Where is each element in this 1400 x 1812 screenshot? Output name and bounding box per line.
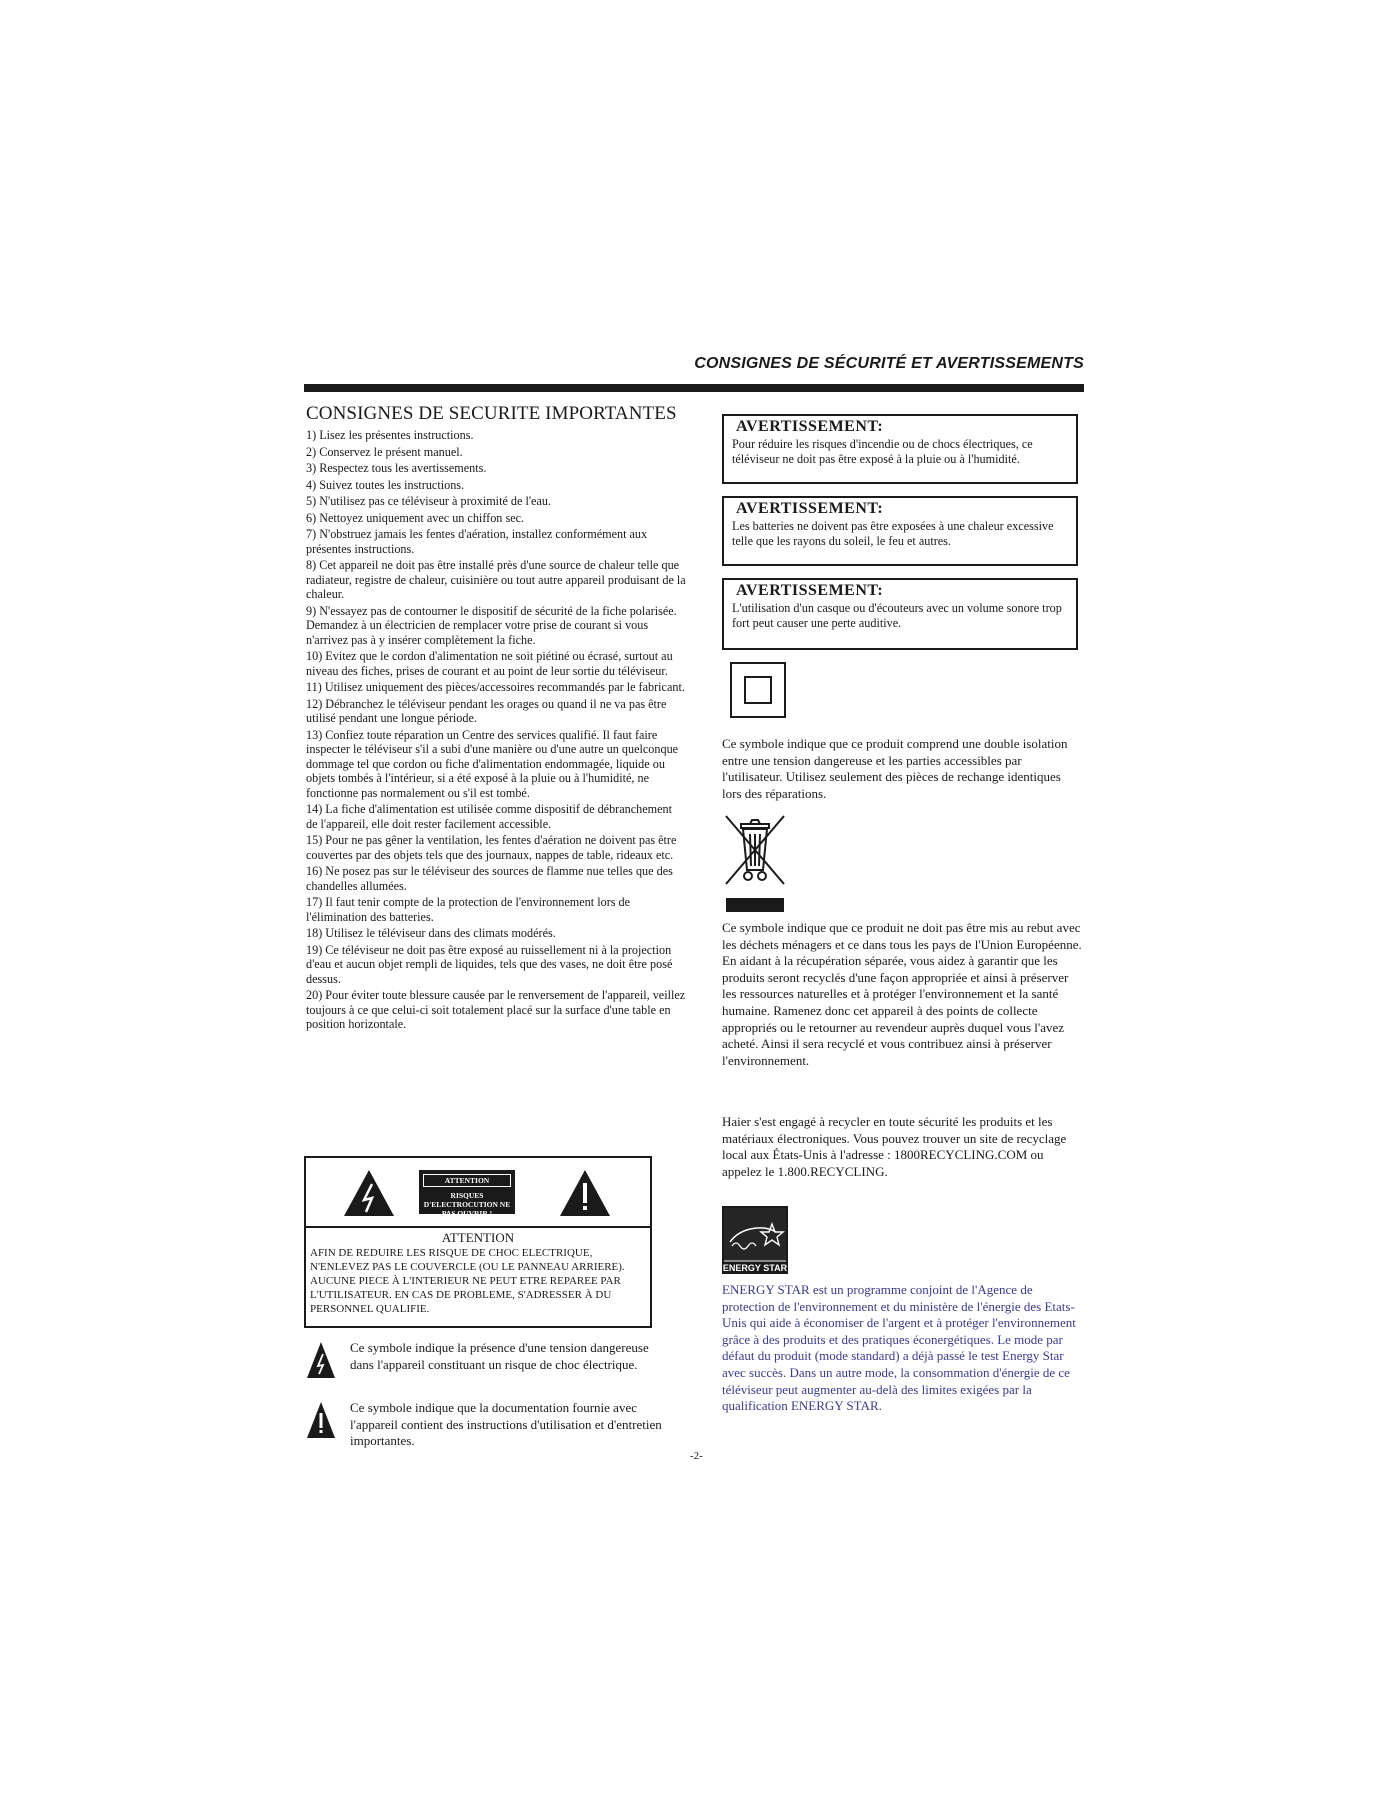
lightning-triangle-icon: [342, 1168, 396, 1218]
double-insulation-icon: [730, 662, 786, 718]
list-item: 17) Il faut tenir compte de la protection de l'environnement lors de l'élimination des batteries.: [306, 895, 631, 924]
exclamation-symbol-row: [306, 1400, 666, 1454]
safety-instructions-list: [306, 428, 686, 1034]
attention-box: [304, 1156, 652, 1328]
exclamation-triangle-icon: [558, 1168, 612, 1218]
warning-body: Pour réduire les risques d'incendie ou de chocs électriques, ce téléviseur ne doit pas être exposé à la pluie ou à l'humidité.: [732, 437, 1033, 466]
list-item: 4) Suivez toutes les instructions.: [306, 477, 465, 492]
warning-body: L'utilisation d'un casque ou d'écouteurs avec un volume sonore trop fort peut causer une perte auditive.: [732, 601, 1062, 630]
list-item: 8) Cet appareil ne doit pas être installé près d'une source de chaleur telle que radiateur, registre de chaleur, cuisinière ou tout autre appareil produisant de la chaleur.: [306, 558, 686, 601]
energy-star-logo: [722, 1206, 788, 1274]
list-item: 16) Ne posez pas sur le téléviseur des sources de flamme nue telles que des chandelles allumées.: [306, 864, 673, 893]
list-item: 20) Pour éviter toute blessure causée par le renversement de l'appareil, veillez toujours à ce que celui-ci soit totalement placé sur la surface d'une table en position horizontale.: [306, 988, 686, 1031]
list-item: 15) Pour ne pas gêner la ventilation, les fentes d'aération ne doivent pas être couvertes par des objets tels que des journaux, nappes de table, rideaux etc.: [306, 833, 677, 862]
list-item: 3) Respectez tous les avertissements.: [306, 461, 487, 475]
list-item: 18) Utilisez le téléviseur dans des climats modérés.: [306, 926, 556, 940]
lightning-triangle-icon: [306, 1340, 336, 1380]
warning-box-3: [722, 578, 1078, 650]
warning-title: AVERTISSEMENT:: [736, 418, 884, 435]
lightning-symbol-text: Ce symbole indique la présence d'une tension dangereuse dans l'appareil constituant un risque de choc électrique.: [350, 1340, 649, 1372]
exclamation-triangle-icon: [306, 1400, 336, 1440]
list-item: 14) La fiche d'alimentation est utilisée comme dispositif de débranchement de l'appareil, elle doit rester facilement accessible.: [306, 802, 673, 831]
attention-title: ATTENTION: [441, 1230, 515, 1245]
crossed-bin-icon: [722, 812, 788, 914]
warning-box-1: [722, 414, 1078, 484]
list-item: 12) Débranchez le téléviseur pendant les orages ou quand il ne va pas être utilisé pendant une longue période.: [306, 696, 667, 725]
attention-label: [419, 1170, 515, 1218]
page-number: -2-: [690, 1450, 703, 1462]
list-item: 10) Evitez que le cordon d'alimentation ne soit piétiné ou écrasé, surtout au niveau des fiches, prises de courant et au point de leur sortie du téléviseur.: [306, 649, 673, 678]
double-insulation-text: Ce symbole indique que ce produit comprend une double isolation entre une tension dangereuse et les parties accessibles par l'utilisateur. Utilisez seulement des pièces de rechange identiques lors des réparations.: [722, 736, 1068, 801]
attention-label-bottom: RISQUES D'ELECTROCUTION NE PAS OUVRIR !: [423, 1191, 511, 1218]
list-item: 2) Conservez le présent manuel.: [306, 444, 463, 459]
warning-title: AVERTISSEMENT:: [736, 582, 884, 599]
recycling-text: Haier s'est engagé à recycler en toute sécurité les produits et les matériaux électroniques. Vous pouvez trouver un site de recyclage local aux États-Unis à l'adresse : 1800RECYCLING.COM ou appelez le 1.800.RECYCLING.: [722, 1114, 1067, 1179]
list-item: 6) Nettoyez uniquement avec un chiffon sec.: [306, 510, 525, 525]
list-item: 5) N'utilisez pas ce téléviseur à proximité de l'eau.: [306, 494, 552, 508]
warning-box-2: [722, 496, 1078, 566]
exclamation-symbol-text: Ce symbole indique que la documentation fournie avec l'appareil contient des instructions d'utilisation et d'entretien importantes.: [350, 1400, 662, 1448]
list-item: 9) N'essayez pas de contourner le dispositif de sécurité de la fiche polarisée. Demandez à un électricien de remplacer votre prise de courant si vous n'arrivez pas à y insérer complètement la fiche.: [306, 603, 677, 647]
attention-text: AFIN DE REDUIRE LES RISQUE DE CHOC ELECTRIQUE, N'ENLEVEZ PAS LE COUVERCLE (OU LE PANNEAU ARRIERE). AUCUNE PIECE À L'INTERIEUR NE PEUT ETRE REPAREE PAR L'UTILISATEUR. EN CAS DE PROBLEME, S'ADRESSER À DU PERSONNEL QUALIFIE.: [310, 1247, 625, 1315]
page-header-title: CONSIGNES DE SÉCURITÉ ET AVERTISSEMENTS: [694, 355, 1084, 372]
header-rule: [304, 384, 1084, 392]
list-item: 13) Confiez toute réparation un Centre des services qualifié. Il faut faire inspecter le téléviseur s'il a subi d'une manière ou d'une autre un quelconque dommage tel que cordon ou fiche d'alimentation endommagée, liquide ou objets tombés à l'intérieur, si a été exposé à la pluie ou à l'humidité, ne fonctionne pas normalement ou s'il est tombé.: [306, 727, 679, 800]
safety-heading: CONSIGNES DE SECURITE IMPORTANTES: [306, 403, 677, 424]
energy-star-logo-label: ENERGY STAR: [722, 1263, 788, 1273]
warning-title: AVERTISSEMENT:: [736, 500, 884, 517]
list-item: 11) Utilisez uniquement des pièces/accessoires recommandés par le fabricant.: [306, 680, 685, 694]
list-item: 1) Lisez les présentes instructions.: [306, 428, 474, 442]
list-item: 7) N'obstruez jamais les fentes d'aération, installez conformément aux présentes instructions.: [306, 527, 648, 556]
weee-text: Ce symbole indique que ce produit ne doit pas être mis au rebut avec les déchets ménagers et ce dans tous les pays de l'Union Européenne. En aidant à la récupération séparée, vous aidez à garantir que les produits seront recyclés d'une façon appropriée et ainsi à préserver les ressources naturelles et à protéger l'environnement et la santé humaine. Ramenez donc cet appareil à des points de collecte appropriés ou le retourner au revendeur auprès duquel vous l'avez acheté. Ainsi il sera recyclé et vous contribuez ainsi à préserver l'environnement.: [722, 920, 1082, 1068]
lightning-symbol-row: [306, 1340, 666, 1394]
warning-body: Les batteries ne doivent pas être exposées à une chaleur excessive telle que les rayons du soleil, le feu et autres.: [732, 519, 1054, 548]
attention-label-top: ATTENTION: [423, 1174, 511, 1187]
energy-star-text: ENERGY STAR est un programme conjoint de l'Agence de protection de l'environnement et du ministère de l'énergie des Etats-Unis qui aide à économiser de l'argent et à protéger l'environnement grâce à des produits et des pratiques éconergétiques. Le mode par défaut du produit (mode standard) a déjà passé le test Energy Star avec succès. Dans un autre mode, la consommation d'énergie de ce téléviseur peut augmenter au-delà des limites exigées par la qualification ENERGY STAR.: [722, 1282, 1076, 1414]
double-insulation-inner-square: [744, 676, 772, 704]
list-item: 19) Ce téléviseur ne doit pas être exposé au ruissellement ni à la projection d'eau et aucun objet rempli de liquides, tels que des vases, ne doit être posé dessus.: [306, 942, 673, 986]
attention-divider: [306, 1226, 650, 1228]
